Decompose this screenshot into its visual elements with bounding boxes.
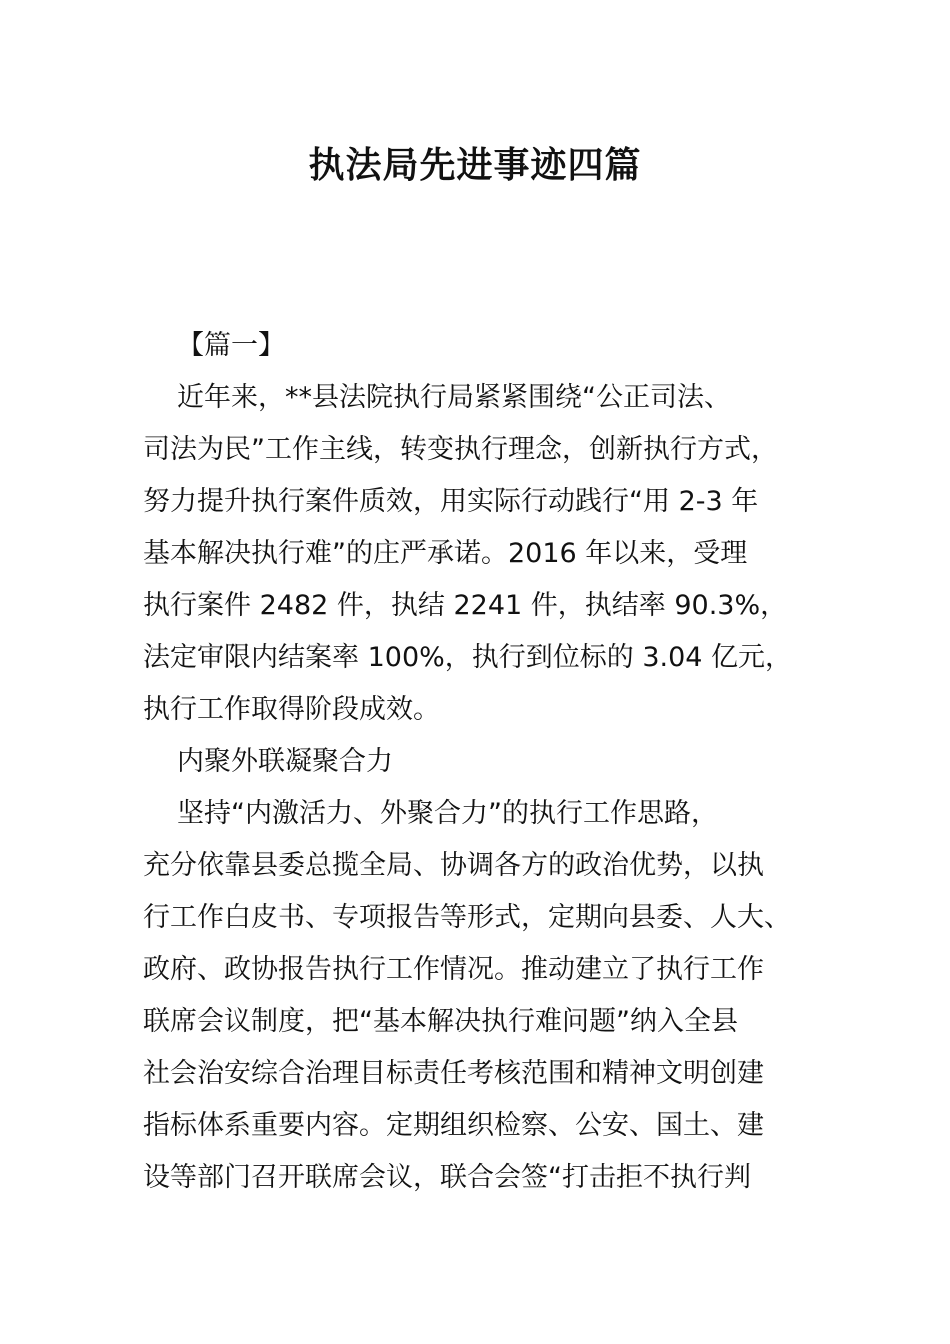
paragraph-line: 行工作白皮书、专项报告等形式，定期向县委、人大、 bbox=[143, 902, 791, 933]
paragraph-line: 努力提升执行案件质效，用实际行动践行“用 2-3 年 bbox=[143, 486, 759, 517]
paragraph-line: 社会治安综合治理目标责任考核范围和精神文明创建 bbox=[143, 1058, 764, 1089]
paragraph-line: 近年来，**县法院执行局紧紧围绕“公正司法、 bbox=[177, 382, 731, 413]
paragraph-line: 联席会议制度，把“基本解决执行难问题”纳入全县 bbox=[143, 1006, 738, 1037]
paragraph-line: 充分依靠县委总揽全局、协调各方的政治优势，以执 bbox=[143, 850, 764, 881]
paragraph-line: 设等部门召开联席会议，联合会签“打击拒不执行判 bbox=[143, 1162, 751, 1193]
document-title: 执法局先进事迹四篇 bbox=[308, 145, 642, 186]
subheading: 内聚外联凝聚合力 bbox=[177, 746, 393, 777]
paragraph-line: 法定审限内结案率 100%，执行到位标的 3.04 亿元， bbox=[143, 642, 793, 673]
paragraph-line: 执行案件 2482 件，执结 2241 件，执结率 90.3%， bbox=[143, 590, 788, 621]
paragraph-line: 坚持“内激活力、外聚合力”的执行工作思路， bbox=[177, 798, 718, 829]
paragraph-line: 政府、政协报告执行工作情况。推动建立了执行工作 bbox=[143, 954, 764, 985]
paragraph-2 bbox=[143, 788, 813, 1204]
paragraph-line: 执行工作取得阶段成效。 bbox=[143, 694, 440, 725]
paragraph-line: 指标体系重要内容。定期组织检察、公安、国土、建 bbox=[143, 1110, 764, 1141]
document-body bbox=[143, 320, 813, 1204]
paragraph-line: 基本解决执行难”的庄严承诺。2016 年以来，受理 bbox=[143, 538, 748, 569]
section-heading: 【篇一】 bbox=[177, 330, 285, 361]
paragraph-line: 司法为民”工作主线，转变执行理念，创新执行方式， bbox=[143, 434, 778, 465]
paragraph-1 bbox=[143, 372, 813, 736]
